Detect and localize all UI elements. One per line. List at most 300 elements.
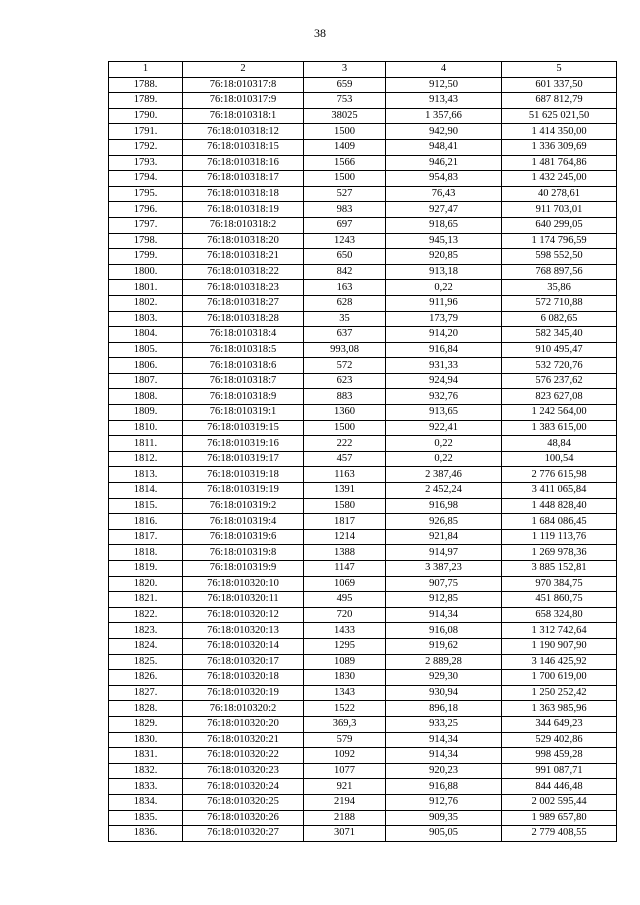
specific-value-cell: 3 387,23 xyxy=(386,561,502,577)
row-number-cell: 1792. xyxy=(109,139,183,155)
page-number: 38 xyxy=(314,26,326,40)
specific-value-cell: 916,88 xyxy=(386,779,502,795)
specific-value-cell: 916,08 xyxy=(386,623,502,639)
area-cell: 1580 xyxy=(304,498,386,514)
area-cell: 572 xyxy=(304,358,386,374)
area-cell: 1360 xyxy=(304,405,386,421)
table-row xyxy=(109,311,617,327)
row-number-cell: 1815. xyxy=(109,498,183,514)
area-cell: 1830 xyxy=(304,670,386,686)
table-row xyxy=(109,685,617,701)
specific-value-cell: 912,85 xyxy=(386,592,502,608)
cadastral-value-cell: 532 720,76 xyxy=(502,358,617,374)
area-cell: 1566 xyxy=(304,155,386,171)
specific-value-cell: 913,43 xyxy=(386,93,502,109)
cadastral-number-cell: 76:18:010320:23 xyxy=(183,763,304,779)
cadastral-value-cell: 529 402,86 xyxy=(502,732,617,748)
cadastral-value-cell: 1 174 796,59 xyxy=(502,233,617,249)
row-number-cell: 1817. xyxy=(109,529,183,545)
cadastral-value-cell: 344 649,23 xyxy=(502,716,617,732)
table-row xyxy=(109,592,617,608)
area-cell: 1500 xyxy=(304,171,386,187)
table-row xyxy=(109,732,617,748)
table-row xyxy=(109,779,617,795)
row-number-cell: 1819. xyxy=(109,561,183,577)
table-row xyxy=(109,701,617,717)
cadastral-number-cell: 76:18:010318:6 xyxy=(183,358,304,374)
specific-value-cell: 914,34 xyxy=(386,607,502,623)
area-cell: 993,08 xyxy=(304,342,386,358)
specific-value-cell: 919,62 xyxy=(386,638,502,654)
specific-value-cell: 912,76 xyxy=(386,794,502,810)
row-number-cell: 1816. xyxy=(109,514,183,530)
area-cell: 623 xyxy=(304,373,386,389)
specific-value-cell: 911,96 xyxy=(386,295,502,311)
cadastral-number-cell: 76:18:010320:21 xyxy=(183,732,304,748)
area-cell: 659 xyxy=(304,77,386,93)
specific-value-cell: 933,25 xyxy=(386,716,502,732)
area-cell: 1500 xyxy=(304,420,386,436)
cadastral-number-cell: 76:18:010319:6 xyxy=(183,529,304,545)
cadastral-value-cell: 3 411 065,84 xyxy=(502,483,617,499)
area-cell: 1243 xyxy=(304,233,386,249)
table-row xyxy=(109,108,617,124)
area-cell: 1163 xyxy=(304,467,386,483)
cadastral-number-cell: 76:18:010319:19 xyxy=(183,483,304,499)
cadastral-number-cell: 76:18:010319:9 xyxy=(183,561,304,577)
cadastral-number-cell: 76:18:010319:1 xyxy=(183,405,304,421)
specific-value-cell: 954,83 xyxy=(386,171,502,187)
cadastral-value-cell: 2 776 615,98 xyxy=(502,467,617,483)
cadastral-number-cell: 76:18:010320:10 xyxy=(183,576,304,592)
cadastral-number-cell: 76:18:010319:8 xyxy=(183,545,304,561)
specific-value-cell: 914,97 xyxy=(386,545,502,561)
cadastral-value-cell: 40 278,61 xyxy=(502,186,617,202)
row-number-cell: 1831. xyxy=(109,748,183,764)
cadastral-value-cell: 598 552,50 xyxy=(502,249,617,265)
table-row xyxy=(109,670,617,686)
row-number-cell: 1799. xyxy=(109,249,183,265)
row-number-cell: 1820. xyxy=(109,576,183,592)
specific-value-cell: 914,34 xyxy=(386,732,502,748)
row-number-cell: 1812. xyxy=(109,451,183,467)
row-number-cell: 1810. xyxy=(109,420,183,436)
row-number-cell: 1795. xyxy=(109,186,183,202)
cadastral-number-cell: 76:18:010318:9 xyxy=(183,389,304,405)
specific-value-cell: 2 452,24 xyxy=(386,483,502,499)
row-number-cell: 1793. xyxy=(109,155,183,171)
area-cell: 38025 xyxy=(304,108,386,124)
cadastral-value-cell: 3 146 425,92 xyxy=(502,654,617,670)
table-row xyxy=(109,405,617,421)
table-row xyxy=(109,748,617,764)
row-number-cell: 1830. xyxy=(109,732,183,748)
specific-value-cell: 948,41 xyxy=(386,139,502,155)
cadastral-value-cell: 1 432 245,00 xyxy=(502,171,617,187)
table-row xyxy=(109,810,617,826)
row-number-cell: 1833. xyxy=(109,779,183,795)
column-header-1: 1 xyxy=(109,62,183,78)
specific-value-cell: 907,75 xyxy=(386,576,502,592)
specific-value-cell: 916,98 xyxy=(386,498,502,514)
row-number-cell: 1797. xyxy=(109,217,183,233)
row-number-cell: 1813. xyxy=(109,467,183,483)
cadastral-number-cell: 76:18:010320:12 xyxy=(183,607,304,623)
row-number-cell: 1796. xyxy=(109,202,183,218)
specific-value-cell: 920,23 xyxy=(386,763,502,779)
specific-value-cell: 0,22 xyxy=(386,451,502,467)
table-row xyxy=(109,389,617,405)
cadastral-number-cell: 76:18:010318:5 xyxy=(183,342,304,358)
area-cell: 1147 xyxy=(304,561,386,577)
row-number-cell: 1825. xyxy=(109,654,183,670)
specific-value-cell: 0,22 xyxy=(386,436,502,452)
cadastral-number-cell: 76:18:010320:24 xyxy=(183,779,304,795)
column-header-4: 4 xyxy=(386,62,502,78)
area-cell: 222 xyxy=(304,436,386,452)
row-number-cell: 1811. xyxy=(109,436,183,452)
cadastral-number-cell: 76:18:010320:14 xyxy=(183,638,304,654)
cadastral-value-cell: 640 299,05 xyxy=(502,217,617,233)
cadastral-number-cell: 76:18:010320:26 xyxy=(183,810,304,826)
table-row xyxy=(109,794,617,810)
specific-value-cell: 914,20 xyxy=(386,327,502,343)
cadastral-value-cell: 6 082,65 xyxy=(502,311,617,327)
cadastral-value-cell: 451 860,75 xyxy=(502,592,617,608)
row-number-cell: 1814. xyxy=(109,483,183,499)
area-cell: 983 xyxy=(304,202,386,218)
cadastral-value-cell: 2 002 595,44 xyxy=(502,794,617,810)
area-cell: 650 xyxy=(304,249,386,265)
specific-value-cell: 918,65 xyxy=(386,217,502,233)
table-row xyxy=(109,217,617,233)
specific-value-cell: 946,21 xyxy=(386,155,502,171)
row-number-cell: 1827. xyxy=(109,685,183,701)
cadastral-number-cell: 76:18:010320:20 xyxy=(183,716,304,732)
table-row xyxy=(109,826,617,842)
table-row xyxy=(109,716,617,732)
cadastral-value-cell: 576 237,62 xyxy=(502,373,617,389)
cadastral-value-cell: 768 897,56 xyxy=(502,264,617,280)
cadastral-number-cell: 76:18:010319:17 xyxy=(183,451,304,467)
area-cell: 3071 xyxy=(304,826,386,842)
row-number-cell: 1823. xyxy=(109,623,183,639)
specific-value-cell: 931,33 xyxy=(386,358,502,374)
cadastral-value-cell: 582 345,40 xyxy=(502,327,617,343)
cadastral-number-cell: 76:18:010318:1 xyxy=(183,108,304,124)
area-cell: 1388 xyxy=(304,545,386,561)
area-cell: 637 xyxy=(304,327,386,343)
cadastral-number-cell: 76:18:010320:18 xyxy=(183,670,304,686)
specific-value-cell: 912,50 xyxy=(386,77,502,93)
row-number-cell: 1800. xyxy=(109,264,183,280)
cadastral-value-cell: 1 700 619,00 xyxy=(502,670,617,686)
table-row xyxy=(109,623,617,639)
cadastral-value-cell: 823 627,08 xyxy=(502,389,617,405)
row-number-cell: 1821. xyxy=(109,592,183,608)
area-cell: 527 xyxy=(304,186,386,202)
table-row xyxy=(109,124,617,140)
area-cell: 1433 xyxy=(304,623,386,639)
row-number-cell: 1834. xyxy=(109,794,183,810)
cadastral-value-cell: 910 495,47 xyxy=(502,342,617,358)
cadastral-number-cell: 76:18:010318:23 xyxy=(183,280,304,296)
table-row xyxy=(109,436,617,452)
table-body xyxy=(109,77,617,841)
cadastral-value-cell: 3 885 152,81 xyxy=(502,561,617,577)
table-row xyxy=(109,638,617,654)
cadastral-number-cell: 76:18:010318:28 xyxy=(183,311,304,327)
specific-value-cell: 930,94 xyxy=(386,685,502,701)
area-cell: 1500 xyxy=(304,124,386,140)
column-header-5: 5 xyxy=(502,62,617,78)
cadastral-number-cell: 76:18:010318:15 xyxy=(183,139,304,155)
table-row xyxy=(109,155,617,171)
cadastral-number-cell: 76:18:010318:17 xyxy=(183,171,304,187)
row-number-cell: 1835. xyxy=(109,810,183,826)
table-row xyxy=(109,483,617,499)
specific-value-cell: 914,34 xyxy=(386,748,502,764)
cadastral-value-cell: 1 242 564,00 xyxy=(502,405,617,421)
area-cell: 163 xyxy=(304,280,386,296)
table-row xyxy=(109,249,617,265)
cadastral-value-cell: 658 324,80 xyxy=(502,607,617,623)
specific-value-cell: 927,47 xyxy=(386,202,502,218)
table-row xyxy=(109,373,617,389)
area-cell: 2188 xyxy=(304,810,386,826)
row-number-cell: 1828. xyxy=(109,701,183,717)
cadastral-number-cell: 76:18:010320:2 xyxy=(183,701,304,717)
specific-value-cell: 76,43 xyxy=(386,186,502,202)
area-cell: 921 xyxy=(304,779,386,795)
cadastral-value-cell: 572 710,88 xyxy=(502,295,617,311)
row-number-cell: 1836. xyxy=(109,826,183,842)
cadastral-number-cell: 76:18:010319:18 xyxy=(183,467,304,483)
cadastral-value-cell: 1 190 907,90 xyxy=(502,638,617,654)
area-cell: 628 xyxy=(304,295,386,311)
row-number-cell: 1791. xyxy=(109,124,183,140)
cadastral-value-cell: 35,86 xyxy=(502,280,617,296)
cadastral-number-cell: 76:18:010318:7 xyxy=(183,373,304,389)
specific-value-cell: 920,85 xyxy=(386,249,502,265)
cadastral-number-cell: 76:18:010320:19 xyxy=(183,685,304,701)
table-row xyxy=(109,607,617,623)
area-cell: 1214 xyxy=(304,529,386,545)
row-number-cell: 1809. xyxy=(109,405,183,421)
cadastral-value-cell: 991 087,71 xyxy=(502,763,617,779)
specific-value-cell: 1 357,66 xyxy=(386,108,502,124)
specific-value-cell: 916,84 xyxy=(386,342,502,358)
cadastral-number-cell: 76:18:010319:15 xyxy=(183,420,304,436)
area-cell: 1343 xyxy=(304,685,386,701)
cadastral-number-cell: 76:18:010319:2 xyxy=(183,498,304,514)
row-number-cell: 1803. xyxy=(109,311,183,327)
area-cell: 1069 xyxy=(304,576,386,592)
row-number-cell: 1826. xyxy=(109,670,183,686)
cadastral-value-cell: 844 446,48 xyxy=(502,779,617,795)
row-number-cell: 1790. xyxy=(109,108,183,124)
table-row xyxy=(109,451,617,467)
specific-value-cell: 945,13 xyxy=(386,233,502,249)
area-cell: 1391 xyxy=(304,483,386,499)
table-row xyxy=(109,342,617,358)
cadastral-value-cell: 1 481 764,86 xyxy=(502,155,617,171)
cadastral-value-cell: 51 625 021,50 xyxy=(502,108,617,124)
table-row xyxy=(109,561,617,577)
row-number-cell: 1798. xyxy=(109,233,183,249)
row-number-cell: 1824. xyxy=(109,638,183,654)
area-cell: 1409 xyxy=(304,139,386,155)
area-cell: 1092 xyxy=(304,748,386,764)
row-number-cell: 1794. xyxy=(109,171,183,187)
cadastral-number-cell: 76:18:010318:16 xyxy=(183,155,304,171)
column-header-3: 3 xyxy=(304,62,386,78)
specific-value-cell: 913,65 xyxy=(386,405,502,421)
specific-value-cell: 921,84 xyxy=(386,529,502,545)
table-row xyxy=(109,467,617,483)
cadastral-number-cell: 76:18:010318:12 xyxy=(183,124,304,140)
cadastral-value-cell: 911 703,01 xyxy=(502,202,617,218)
table-row xyxy=(109,139,617,155)
cadastral-number-cell: 76:18:010318:21 xyxy=(183,249,304,265)
area-cell: 579 xyxy=(304,732,386,748)
cadastral-number-cell: 76:18:010317:9 xyxy=(183,93,304,109)
cadastral-number-cell: 76:18:010320:11 xyxy=(183,592,304,608)
cadastral-number-cell: 76:18:010320:27 xyxy=(183,826,304,842)
cadastral-number-cell: 76:18:010318:4 xyxy=(183,327,304,343)
cadastral-value-cell: 601 337,50 xyxy=(502,77,617,93)
row-number-cell: 1802. xyxy=(109,295,183,311)
specific-value-cell: 926,85 xyxy=(386,514,502,530)
table-row xyxy=(109,545,617,561)
table-row xyxy=(109,202,617,218)
area-cell: 1077 xyxy=(304,763,386,779)
table-row xyxy=(109,498,617,514)
table-row xyxy=(109,295,617,311)
specific-value-cell: 2 889,28 xyxy=(386,654,502,670)
cadastral-value-cell: 1 684 086,45 xyxy=(502,514,617,530)
area-cell: 753 xyxy=(304,93,386,109)
table-row xyxy=(109,763,617,779)
specific-value-cell: 913,18 xyxy=(386,264,502,280)
cadastral-value-cell: 2 779 408,55 xyxy=(502,826,617,842)
specific-value-cell: 905,05 xyxy=(386,826,502,842)
cadastral-number-cell: 76:18:010320:17 xyxy=(183,654,304,670)
cadastral-value-cell: 1 448 828,40 xyxy=(502,498,617,514)
cadastral-number-cell: 76:18:010320:13 xyxy=(183,623,304,639)
specific-value-cell: 896,18 xyxy=(386,701,502,717)
cadastral-value-cell: 1 383 615,00 xyxy=(502,420,617,436)
area-cell: 697 xyxy=(304,217,386,233)
cadastral-number-cell: 76:18:010320:22 xyxy=(183,748,304,764)
row-number-cell: 1832. xyxy=(109,763,183,779)
cadastral-value-cell: 1 312 742,64 xyxy=(502,623,617,639)
row-number-cell: 1807. xyxy=(109,373,183,389)
area-cell: 2194 xyxy=(304,794,386,810)
row-number-cell: 1806. xyxy=(109,358,183,374)
row-number-cell: 1808. xyxy=(109,389,183,405)
cadastral-number-cell: 76:18:010319:16 xyxy=(183,436,304,452)
specific-value-cell: 922,41 xyxy=(386,420,502,436)
table-row xyxy=(109,529,617,545)
specific-value-cell: 942,90 xyxy=(386,124,502,140)
area-cell: 495 xyxy=(304,592,386,608)
table-row xyxy=(109,233,617,249)
table-row xyxy=(109,420,617,436)
specific-value-cell: 0,22 xyxy=(386,280,502,296)
cadastral-value-cell: 970 384,75 xyxy=(502,576,617,592)
row-number-cell: 1801. xyxy=(109,280,183,296)
cadastral-number-cell: 76:18:010318:19 xyxy=(183,202,304,218)
cadastral-value-table xyxy=(108,61,617,842)
table-row xyxy=(109,654,617,670)
table-row xyxy=(109,186,617,202)
area-cell: 369,3 xyxy=(304,716,386,732)
area-cell: 1295 xyxy=(304,638,386,654)
table-row xyxy=(109,514,617,530)
table-row xyxy=(109,280,617,296)
row-number-cell: 1788. xyxy=(109,77,183,93)
area-cell: 457 xyxy=(304,451,386,467)
specific-value-cell: 2 387,46 xyxy=(386,467,502,483)
table-row xyxy=(109,171,617,187)
specific-value-cell: 909,35 xyxy=(386,810,502,826)
cadastral-value-cell: 100,54 xyxy=(502,451,617,467)
cadastral-value-cell: 687 812,79 xyxy=(502,93,617,109)
column-header-2: 2 xyxy=(183,62,304,78)
specific-value-cell: 173,79 xyxy=(386,311,502,327)
area-cell: 842 xyxy=(304,264,386,280)
area-cell: 883 xyxy=(304,389,386,405)
area-cell: 720 xyxy=(304,607,386,623)
specific-value-cell: 924,94 xyxy=(386,373,502,389)
row-number-cell: 1789. xyxy=(109,93,183,109)
specific-value-cell: 932,76 xyxy=(386,389,502,405)
cadastral-value-cell: 1 363 985,96 xyxy=(502,701,617,717)
cadastral-value-cell: 48,84 xyxy=(502,436,617,452)
row-number-cell: 1805. xyxy=(109,342,183,358)
area-cell: 1817 xyxy=(304,514,386,530)
cadastral-number-cell: 76:18:010318:2 xyxy=(183,217,304,233)
table-row xyxy=(109,264,617,280)
row-number-cell: 1804. xyxy=(109,327,183,343)
row-number-cell: 1818. xyxy=(109,545,183,561)
cadastral-value-cell: 998 459,28 xyxy=(502,748,617,764)
row-number-cell: 1829. xyxy=(109,716,183,732)
cadastral-number-cell: 76:18:010320:25 xyxy=(183,794,304,810)
cadastral-value-cell: 1 414 350,00 xyxy=(502,124,617,140)
specific-value-cell: 929,30 xyxy=(386,670,502,686)
table-header-row xyxy=(109,62,617,78)
table-row xyxy=(109,358,617,374)
table-row xyxy=(109,93,617,109)
cadastral-number-cell: 76:18:010318:18 xyxy=(183,186,304,202)
cadastral-number-cell: 76:18:010318:22 xyxy=(183,264,304,280)
cadastral-value-cell: 1 336 309,69 xyxy=(502,139,617,155)
cadastral-value-cell: 1 119 113,76 xyxy=(502,529,617,545)
area-cell: 1522 xyxy=(304,701,386,717)
table-row xyxy=(109,576,617,592)
cadastral-number-cell: 76:18:010318:20 xyxy=(183,233,304,249)
area-cell: 1089 xyxy=(304,654,386,670)
cadastral-number-cell: 76:18:010318:27 xyxy=(183,295,304,311)
cadastral-value-cell: 1 269 978,36 xyxy=(502,545,617,561)
area-cell: 35 xyxy=(304,311,386,327)
cadastral-value-cell: 1 989 657,80 xyxy=(502,810,617,826)
table-row xyxy=(109,327,617,343)
table-row xyxy=(109,77,617,93)
cadastral-number-cell: 76:18:010317:8 xyxy=(183,77,304,93)
